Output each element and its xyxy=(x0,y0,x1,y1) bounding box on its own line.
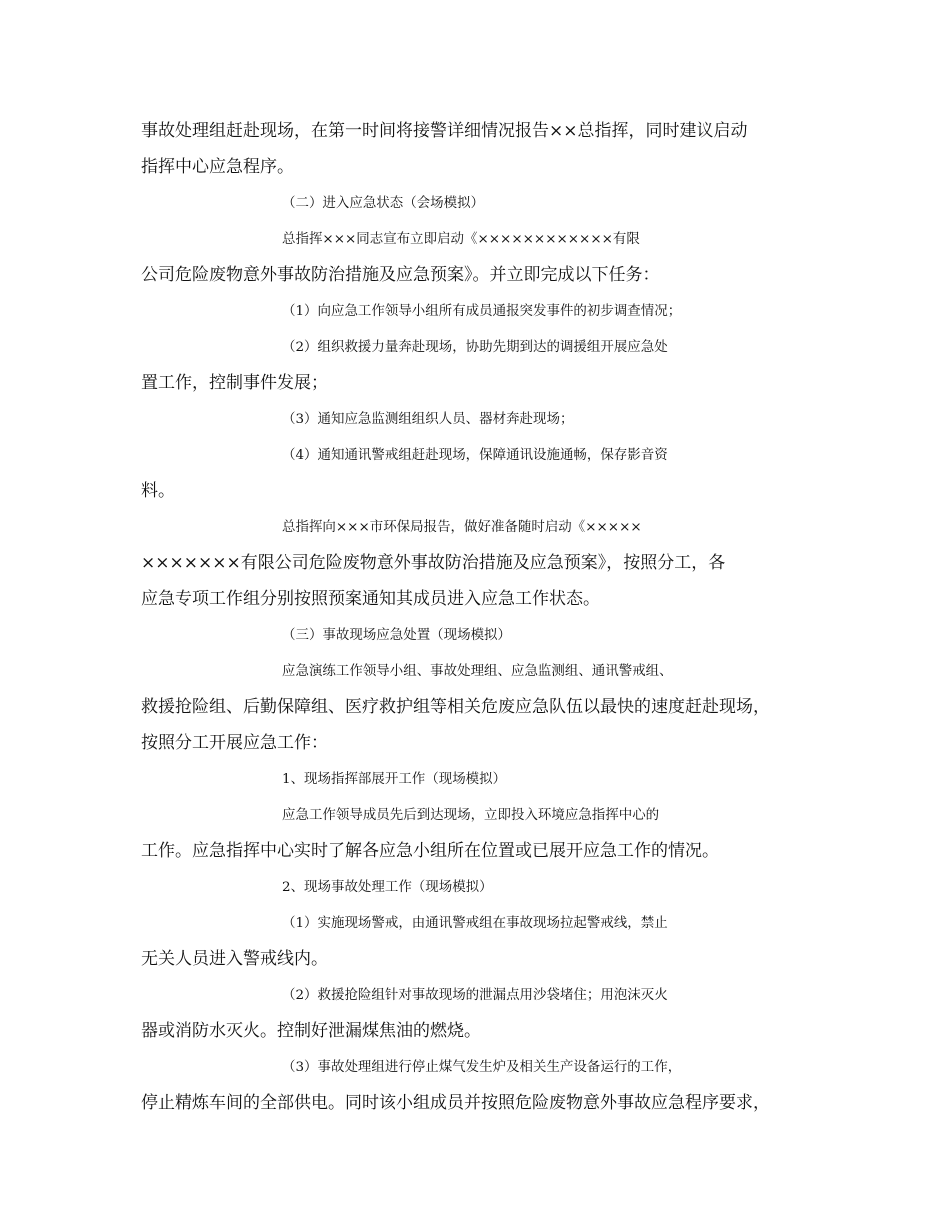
subsection-heading: 1、现场指挥部展开工作（现场模拟） xyxy=(282,771,507,787)
text-line: 公司危险废物意外事故防治措施及应急预案》。并立即完成以下任务： xyxy=(141,265,660,285)
section-heading: （二）进入应急状态（会场模拟） xyxy=(282,195,485,211)
text-line: 指挥中心应急程序。 xyxy=(141,157,294,177)
text-line: 应急工作领导成员先后到达现场，立即投入环境应急指挥中心的 xyxy=(282,807,660,823)
text-line: 应急专项工作组分别按照预案通知其成员进入应急工作状态。 xyxy=(141,589,600,609)
list-item: （3）通知应急监测组组织人员、器材奔赴现场； xyxy=(282,411,574,427)
list-item: （3）事故处理组进行停止煤气发生炉及相关生产设备运行的工作， xyxy=(282,1059,682,1075)
text-line: 事故处理组赶赴现场，在第一时间将接警详细情况报告××总指挥，同时建议启动 xyxy=(141,121,748,141)
section-heading: （三）事故现场应急处置（现场模拟） xyxy=(282,627,511,643)
text-line: 总指挥×××同志宣布立即启动《××××××××××××有限 xyxy=(282,231,640,247)
text-line: 应急演练工作领导小组、事故处理组、应急监测组、通讯警戒组、 xyxy=(282,663,673,679)
list-item: （1）向应急工作领导小组所有成员通报突发事件的初步调查情况； xyxy=(282,303,682,319)
subsection-heading: 2、现场事故处理工作（现场模拟） xyxy=(282,879,493,895)
text-line: 器或消防水灭火。控制好泄漏煤焦油的燃烧。 xyxy=(141,1021,481,1041)
text-line: 工作。应急指挥中心实时了解各应急小组所在位置或已展开应急工作的情况。 xyxy=(141,841,719,861)
text-line: 无关人员进入警戒线内。 xyxy=(141,949,328,969)
text-line: 停止精炼车间的全部供电。同时该小组成员并按照危险废物意外事故应急程序要求， xyxy=(141,1093,770,1113)
text-line: 料。 xyxy=(141,481,175,501)
text-line: 救援抢险组、后勤保障组、医疗救护组等相关危废应急队伍以最快的速度赶赴现场， xyxy=(141,697,770,717)
list-item: （4）通知通讯警戒组赶赴现场，保障通讯设施通畅，保存影音资 xyxy=(282,447,668,463)
text-line: 按照分工开展应急工作： xyxy=(141,733,328,753)
list-item: （2）组织救援力量奔赴现场，协助先期到达的调援组开展应急处 xyxy=(282,339,668,355)
list-item: （2）救援抢险组针对事故现场的泄漏点用沙袋堵住；用泡沫灭火 xyxy=(282,987,668,1003)
list-item: （1）实施现场警戒，由通讯警戒组在事故现场拉起警戒线，禁止 xyxy=(282,915,668,931)
text-line: 总指挥向×××市环保局报告，做好准备随时启动《××××× xyxy=(282,519,642,535)
text-line: 置工作，控制事件发展； xyxy=(141,373,328,393)
text-line: ×××××××有限公司危险废物意外事故防治措施及应急预案》，按照分工，各 xyxy=(141,553,726,573)
